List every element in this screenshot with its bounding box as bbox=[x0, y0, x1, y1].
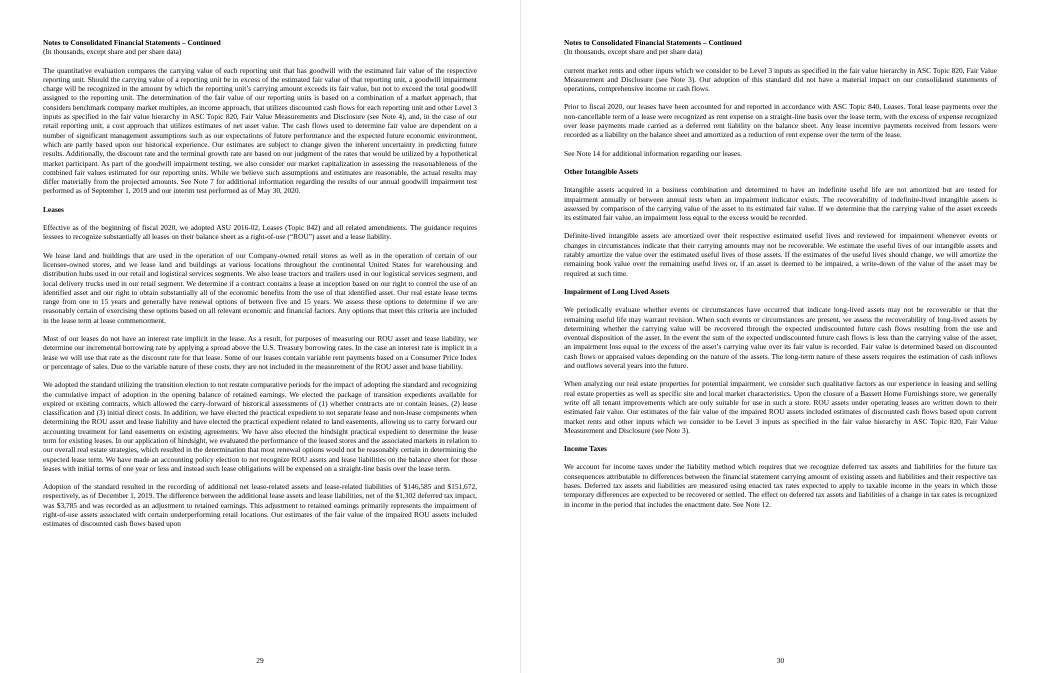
page-title: Notes to Consolidated Financial Statements – Continued bbox=[43, 38, 221, 47]
paragraph: Definite-lived intangible assets are amortized over their respective estimated useful lives and reviewed for impairment whenever events or changes in circumstances indicate that their carrying amounts may not be recoverable. We estimate the useful lives of our intangible assets and ratably amortize the value over the estimated useful lives of those assets. If the estimates of the useful lives should change, we will amortize the remaining book value over the remaining useful lives or, if an asset is deemed to be impaired, a write-down of the value of the asset may be required at such time. bbox=[564, 231, 997, 278]
section-heading: Income Taxes bbox=[564, 444, 607, 454]
paragraph: The quantitative evaluation compares the carrying value of each reporting unit that has goodwill with the estimated fair value of the respective reporting unit. Should the carrying value of a reporting unit be in excess of the estimated fair value of that reporting unit, a goodwill impairment charge will be recognized in the amount by which the reporting unit’s carrying amount exceeds its fair value, but not to exceed the total goodwill assigned to the reporting unit. The determination of the fair value of our reporting units is based on a combination of a market approach, that considers benchmark company market multiples, an income approach, that utilizes discounted cash flows for each reporting unit and other Level 3 inputs as specified in the fair value hierarchy in ASC Topic 820, Fair Value Measurements and Disclosure (see Note 4), and, in the case of our retail reporting unit, a cost approach that utilizes estimates of net asset value. The cash flows used to determine fair value are dependent on a number of significant management assumptions such as our expectations of future performance and the expected future economic environment, which are partly based upon our historical experience. Our estimates are subject to change given the inherent uncertainty in predicting future results. Additionally, the discount rate and the terminal growth rate are based on our judgment of the rates that would be utilized by a hypothetical market participant. As part of the goodwill impairment testing, we also consider our market capitalization in assessing the reasonableness of the combined fair values estimated for our reporting units. While we believe such assumptions and estimates are reasonable, the actual results may differ materially from the projected amounts. See Note 7 for additional information regarding the results of our annual goodwill impairment test performed as of September 1, 2019 and our interim test performed as of May 30, 2020. bbox=[43, 65, 477, 196]
page-number: 29 bbox=[256, 655, 264, 665]
page-subtitle: (In thousands, except share and per share data) bbox=[43, 47, 182, 57]
paragraph: Adoption of the standard resulted in the recording of additional net lease-related assets and lease-related liabilities of $146,585 and $151,672, respectively, as of December 1, 2019. The difference between the additional lease assets and lease liabilities, net of the $1,302 deferred tax impact, was $3,785 and was recorded as an adjustment to retained earnings. This adjustment to retained earnings primarily represents the impairment of right-of-use assets associated with certain underperforming retail locations. Our estimates of the fair value of the impaired ROU assets included estimates of discounted cash flows based upon bbox=[43, 482, 477, 529]
page-subtitle: (In thousands, except share and per share data) bbox=[564, 47, 703, 57]
page-header bbox=[564, 38, 997, 57]
paragraph: When analyzing our real estate properties for potential impairment, we consider such qualitative factors as our experience in leasing and selling real estate properties as well as specific site and local market characteristics. Upon the closure of a Bassett Home Furnishings store, we generally write off all tenant improvements which are only suitable for use in such a store. ROU assets under operating leases are written down to their estimated fair value. Our estimates of the fair value of the impaired ROU assets included estimates of discounted cash flows based upon current market rents and other inputs which we consider to be Level 3 inputs as specified in the fair value hierarchy in ASC Topic 820, Fair Value Measurement and Disclosure (see Note 3). bbox=[564, 379, 997, 435]
section-heading: Leases bbox=[43, 204, 64, 214]
paragraph: We periodically evaluate whether events or circumstances have occurred that indicate long-lived assets may not be recoverable or that the remaining useful life may warrant revision. When such events or circumstances are present, we assess the recoverability of long-lived assets by determining whether the carrying value will be recovered through the expected undiscounted future cash flows resulting from the use and eventual disposition of the asset. In the event the sum of the expected undiscounted future cash flows is less than the carrying value of the asset, an impairment loss equal to the excess of the asset’s carrying value over its fair value is recorded. Fair value is determined based on discounted cash flows or appraised values depending on the nature of the assets. The long-term nature of these assets requires the estimation of cash inflows and outflows several years into the future. bbox=[564, 305, 997, 371]
paragraph: Most of our leases do not have an interest rate implicit in the lease. As a result, for purposes of measuring our ROU asset and lease liability, we determine our incremental borrowing rate by applying a spread above the U.S. Treasury borrowing rates. In the case an interest rate is implicit in a lease we will use that rate as the discount rate for that lease. Some of our leases contain variable rent payments based on a Consumer Price Index or percentage of sales. Due to the variable nature of these costs, they are not included in the measurement of the ROU asset and lease liability. bbox=[43, 334, 477, 371]
page-header bbox=[43, 38, 477, 57]
page-body bbox=[564, 66, 997, 509]
paragraph: current market rents and other inputs which we consider to be Level 3 inputs as specified in the fair value hierarchy in ASC Topic 820, Fair Value Measurement and Disclosure (see Note 3). Our adoption of this standard did not have a material impact on our consolidated statements of operations, comprehensive income or cash flows. bbox=[564, 65, 997, 94]
section-heading: Impairment of Long Lived Assets bbox=[564, 286, 670, 296]
paragraph: Effective as of the beginning of fiscal 2020, we adopted ASU 2016-02, Leases (Topic 842) and all related amendments. The guidance requires lessees to recognize substantially all leases on their balance sheet as a right-of-use (“ROU”) asset and a lease liability. bbox=[43, 223, 477, 242]
section-heading: Other Intangible Assets bbox=[564, 166, 639, 176]
page-number: 30 bbox=[776, 655, 785, 665]
paragraph: See Note 14 for additional information regarding our leases. bbox=[564, 148, 742, 158]
paragraph: We account for income taxes under the liability method which requires that we recognize deferred tax assets and liabilities for the future tax consequences attributable to differences between the financial statement carrying amount of existing assets and liabilities and their respective tax bases. Deferred tax assets and liabilities are measured using enacted tax rates expected to apply to taxable income in the years in which those temporary differences are expected to be recovered or settled. The effect on deferred tax assets and liabilities of a change in tax rates is recognized in income in the period that includes the enactment date. See Note 12. bbox=[564, 462, 997, 509]
page-30 bbox=[520, 0, 1040, 673]
page-body bbox=[43, 66, 477, 529]
paragraph: We adopted the standard utilizing the transition election to not restate comparative periods for the impact of adopting the standard and recognizing the cumulative impact of adoption in the opening balance of retained earnings. We elected the package of transition expedients available for expired or existing contracts, which allowed the carry-forward of historical assessments of (1) whether contracts are or contain leases, (2) lease classification and (3) initial direct costs. In addition, we have elected the practical expedient to not separate lease and non-lease components when determining the ROU asset and lease liability and have elected the practical expedient related to land easements, allowing us to carry forward our accounting treatment for land easements on existing agreements. We have also elected the hindsight practical expedient to determine the lease term for existing leases. In our application of hindsight, we evaluated the performance of the leased stores and the associated markets in relation to our overall real estate strategies, which resulted in the determination that most renewal options would not be reasonably certain in determining the expected lease term. We have made an accounting policy election to not recognize ROU assets and lease liabilities on the balance sheet for those leases with initial terms of one year or less and instead such lease obligations will be expensed on a straight-line basis over the lease term. bbox=[43, 380, 477, 473]
paragraph: We lease land and buildings that are used in the operation of our Company-owned retail stores as well as in the operation of certain of our licensee-owned stores, and we lease land and buildings at various locations throughout the continental United States for warehousing and distribution hubs used in our retail and logistical services segments. We also lease tractors and trailers used in our logistical services segment, and local delivery trucks used in our retail segment. We determine if a contract contains a lease at inception based on our right to control the use of an identified asset and our right to obtain substantially all of the economic benefits from the use of that identified asset. Our real estate lease terms range from one to 15 years and generally have renewal options of between five and 15 years. We assess these options to determine if we are reasonably certain of exercising these options based on all relevant economic and financial factors. Any options that meet this criteria are included in the lease term at lease commencement. bbox=[43, 250, 477, 325]
paragraph: Intangible assets acquired in a business combination and determined to have an indefinite useful life are not amortized but are tested for impairment annually or between annual tests when an impairment indicator exists. The recoverability of indefinite-lived intangible assets is assessed by comparison of the carrying value of the asset to its estimated fair value. If we determine that the carrying value of the asset exceeds its estimated fair value, an impairment loss equal to the excess would be recorded. bbox=[564, 185, 997, 223]
page-title: Notes to Consolidated Financial Statements – Continued bbox=[564, 38, 742, 47]
paragraph: Prior to fiscal 2020, our leases have been accounted for and reported in accordance with ASC Topic 840, Leases. Total lease payments over the non-cancellable term of a lease were recognized as rent expense on a straight-line basis over the lease term, with the excess of expense recognized over lease payments made carried as a deferred rent liability on the balance sheet. Any lease incentive payments received from lessors were recorded as a liability on the balance sheet and amortized as a reduction of rent expense over the term of the lease. bbox=[564, 102, 997, 140]
